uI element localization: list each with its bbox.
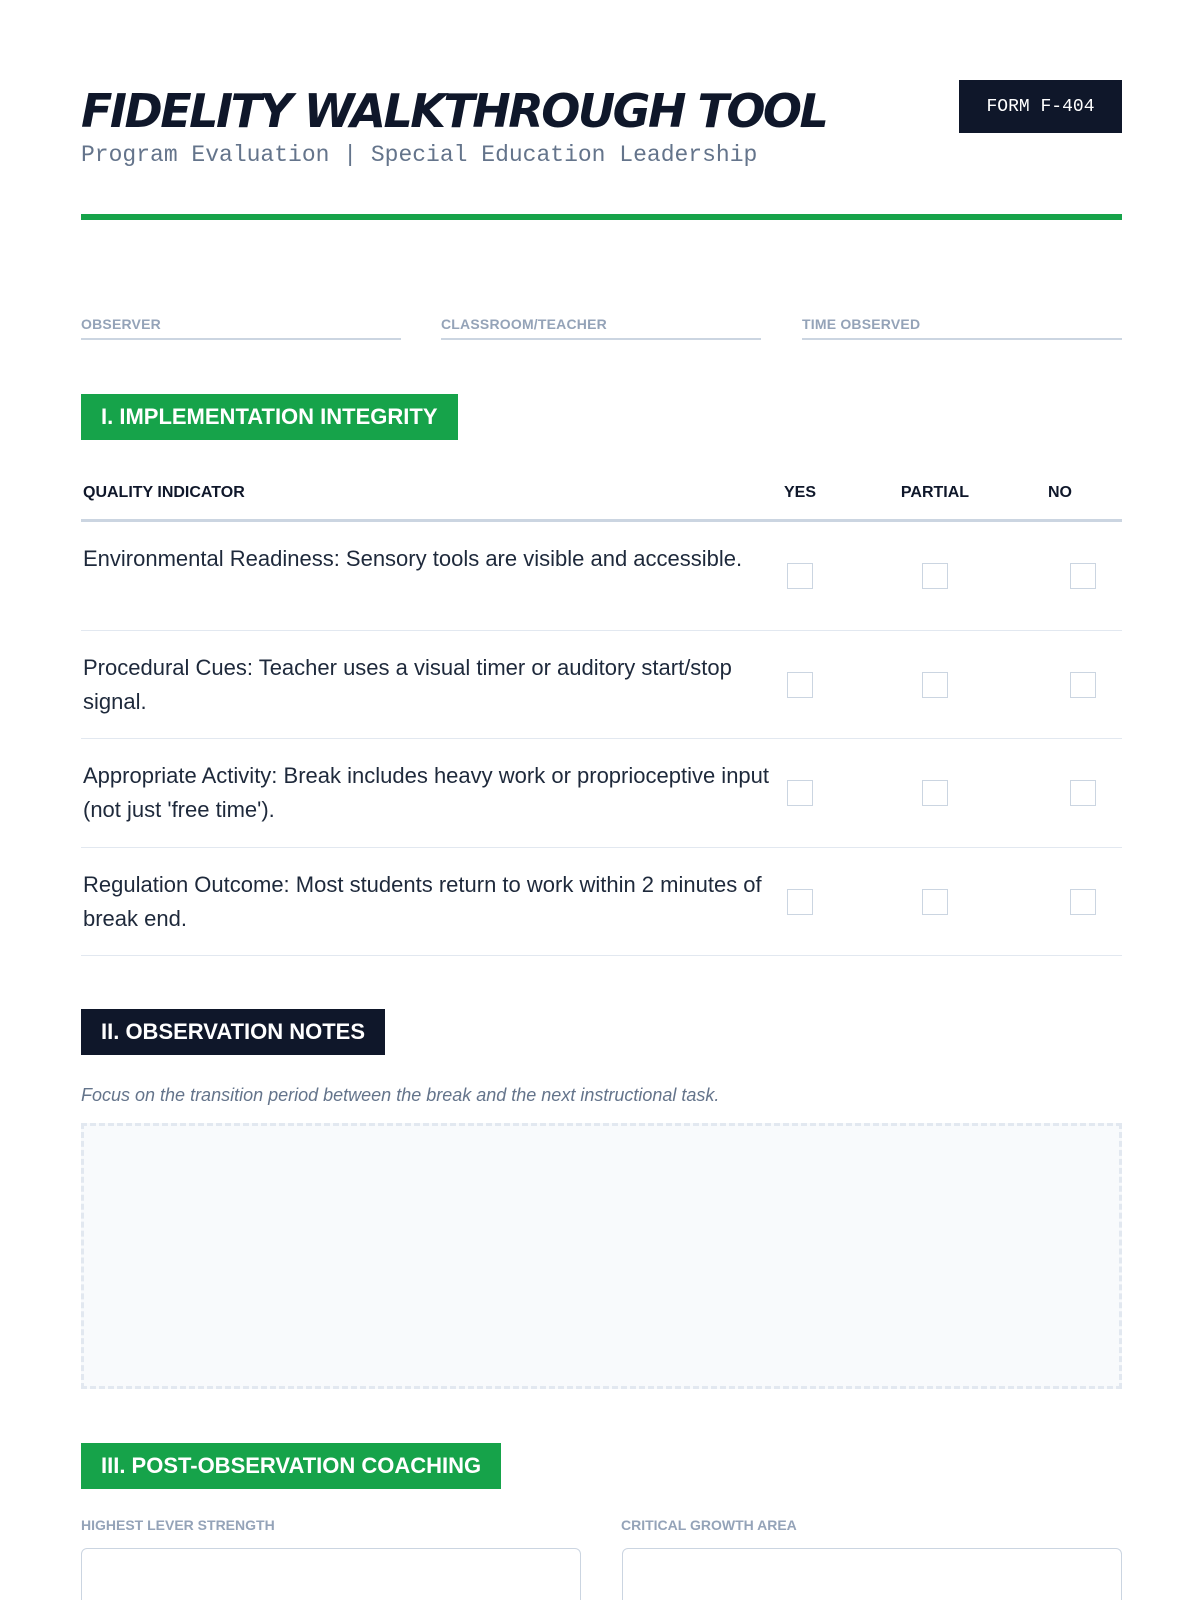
indicator-text: Environmental Readiness: Sensory tools are visible and accessible. [83,546,743,571]
observer-field[interactable] [81,316,401,340]
page-subtitle: Program Evaluation | Special Education Leadership [81,142,758,168]
yes-checkbox[interactable] [787,563,813,589]
classroom-teacher-label: CLASSROOM/TEACHER [441,316,607,332]
table-row [81,848,1122,957]
partial-checkbox[interactable] [922,889,948,915]
yes-checkbox[interactable] [787,889,813,915]
classroom-teacher-field[interactable] [441,316,761,340]
section-heading-observation-notes: II. OBSERVATION NOTES [81,1009,385,1055]
no-checkbox[interactable] [1070,889,1096,915]
highest-lever-strength-input[interactable] [81,1548,581,1600]
table-row [81,522,1122,631]
yes-checkbox[interactable] [787,672,813,698]
partial-checkbox[interactable] [922,780,948,806]
partial-checkbox[interactable] [922,563,948,589]
walkthrough-form [81,0,1122,1600]
highest-lever-strength-label: HIGHEST LEVER STRENGTH [81,1517,275,1533]
observation-notes-textarea[interactable] [81,1123,1122,1389]
observation-meta-fields [81,316,1122,340]
header-divider [81,214,1122,220]
form-header [81,80,1122,220]
critical-growth-area-label: CRITICAL GROWTH AREA [621,1517,797,1533]
table-row [81,631,1122,740]
column-header-quality-indicator: QUALITY INDICATOR [83,484,245,501]
column-header-yes: YES [783,484,816,501]
quality-indicator-table [81,470,1122,956]
yes-checkbox[interactable] [787,780,813,806]
no-checkbox[interactable] [1070,672,1096,698]
column-header-partial: PARTIAL [900,484,970,501]
table-header [81,470,1122,522]
indicator-text: Procedural Cues: Teacher uses a visual timer or auditory start/stop signal. [83,654,732,714]
section-heading-implementation-integrity: I. IMPLEMENTATION INTEGRITY [81,394,458,440]
observer-label: OBSERVER [81,316,161,332]
table-row [81,739,1122,848]
column-header-no: NO [1048,484,1072,501]
critical-growth-area-input[interactable] [622,1548,1122,1600]
indicator-text: Appropriate Activity: Break includes heavy work or proprioceptive input (not just 'free time'). [83,763,770,822]
page-title: FIDELITY WALKTHROUGH TOOL [81,84,827,138]
partial-checkbox[interactable] [922,672,948,698]
no-checkbox[interactable] [1070,563,1096,589]
form-id-badge: FORM F-404 [959,80,1122,133]
time-observed-label: TIME OBSERVED [802,316,921,332]
notes-hint: Focus on the transition period between the break and the next instructional task. [81,1085,720,1105]
indicator-text: Regulation Outcome: Most students return to work within 2 minutes of break end. [83,871,762,931]
section-heading-post-observation-coaching: III. POST-OBSERVATION COACHING [81,1443,501,1489]
no-checkbox[interactable] [1070,780,1096,806]
time-observed-field[interactable] [802,316,1122,340]
